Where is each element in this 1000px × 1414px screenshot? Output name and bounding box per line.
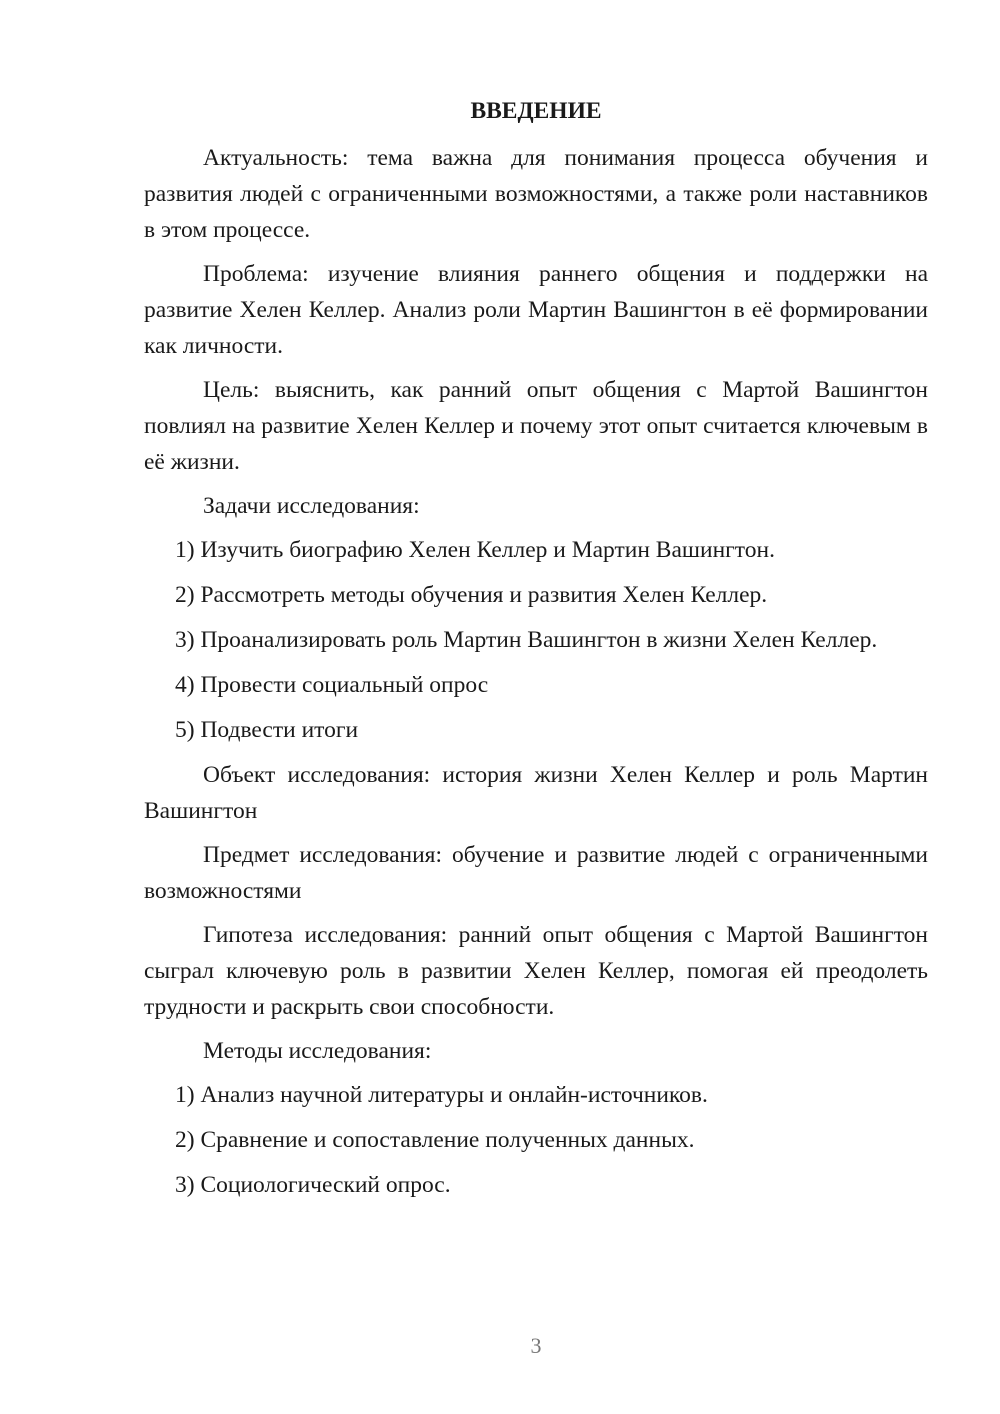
task-item: 1) Изучить биографию Хелен Келлер и Мартин Вашингтон.	[175, 537, 775, 563]
paragraph-methods-heading: Методы исследования:	[203, 1038, 432, 1064]
paragraph-problem: Проблема: изучение влияния раннего общения и поддержки на развитие Хелен Келлер. Анализ роли Мартин Вашингтон в её формировании как личности.	[144, 261, 928, 359]
method-item: 2) Сравнение и сопоставление полученных данных.	[175, 1127, 695, 1153]
task-item: 3) Проанализировать роль Мартин Вашингтон в жизни Хелен Келлер.	[175, 627, 878, 653]
paragraph-relevance: Актуальность: тема важна для понимания процесса обучения и развития людей с ограниченными возможностями, а также роли наставников в этом процессе.	[144, 145, 928, 243]
task-item: 5) Подвести итоги	[175, 717, 359, 743]
method-item: 1) Анализ научной литературы и онлайн-источников.	[175, 1082, 708, 1108]
paragraph-goal: Цель: выяснить, как ранний опыт общения с Мартой Вашингтон повлиял на развитие Хелен Келлер и почему этот опыт считается ключевым в её жизни.	[144, 377, 928, 475]
paragraph-tasks-heading: Задачи исследования:	[203, 493, 420, 519]
task-item: 2) Рассмотреть методы обучения и развития Хелен Келлер.	[175, 582, 768, 608]
method-item: 3) Социологический опрос.	[175, 1172, 451, 1198]
body-text	[144, 140, 928, 1212]
task-item: 4) Провести социальный опрос	[175, 672, 489, 698]
page-title: ВВЕДЕНИЕ	[470, 98, 602, 124]
paragraph-object: Объект исследования: история жизни Хелен Келлер и роль Мартин Вашингтон	[144, 762, 928, 824]
paragraph-hypothesis: Гипотеза исследования: ранний опыт общения с Мартой Вашингтон сыграл ключевую роль в развитии Хелен Келлер, помогая ей преодолеть трудности и раскрыть свои способности.	[144, 922, 928, 1020]
page-number: 3	[530, 1333, 542, 1358]
paragraph-subject: Предмет исследования: обучение и развитие людей с ограниченными возможностями	[144, 842, 928, 904]
